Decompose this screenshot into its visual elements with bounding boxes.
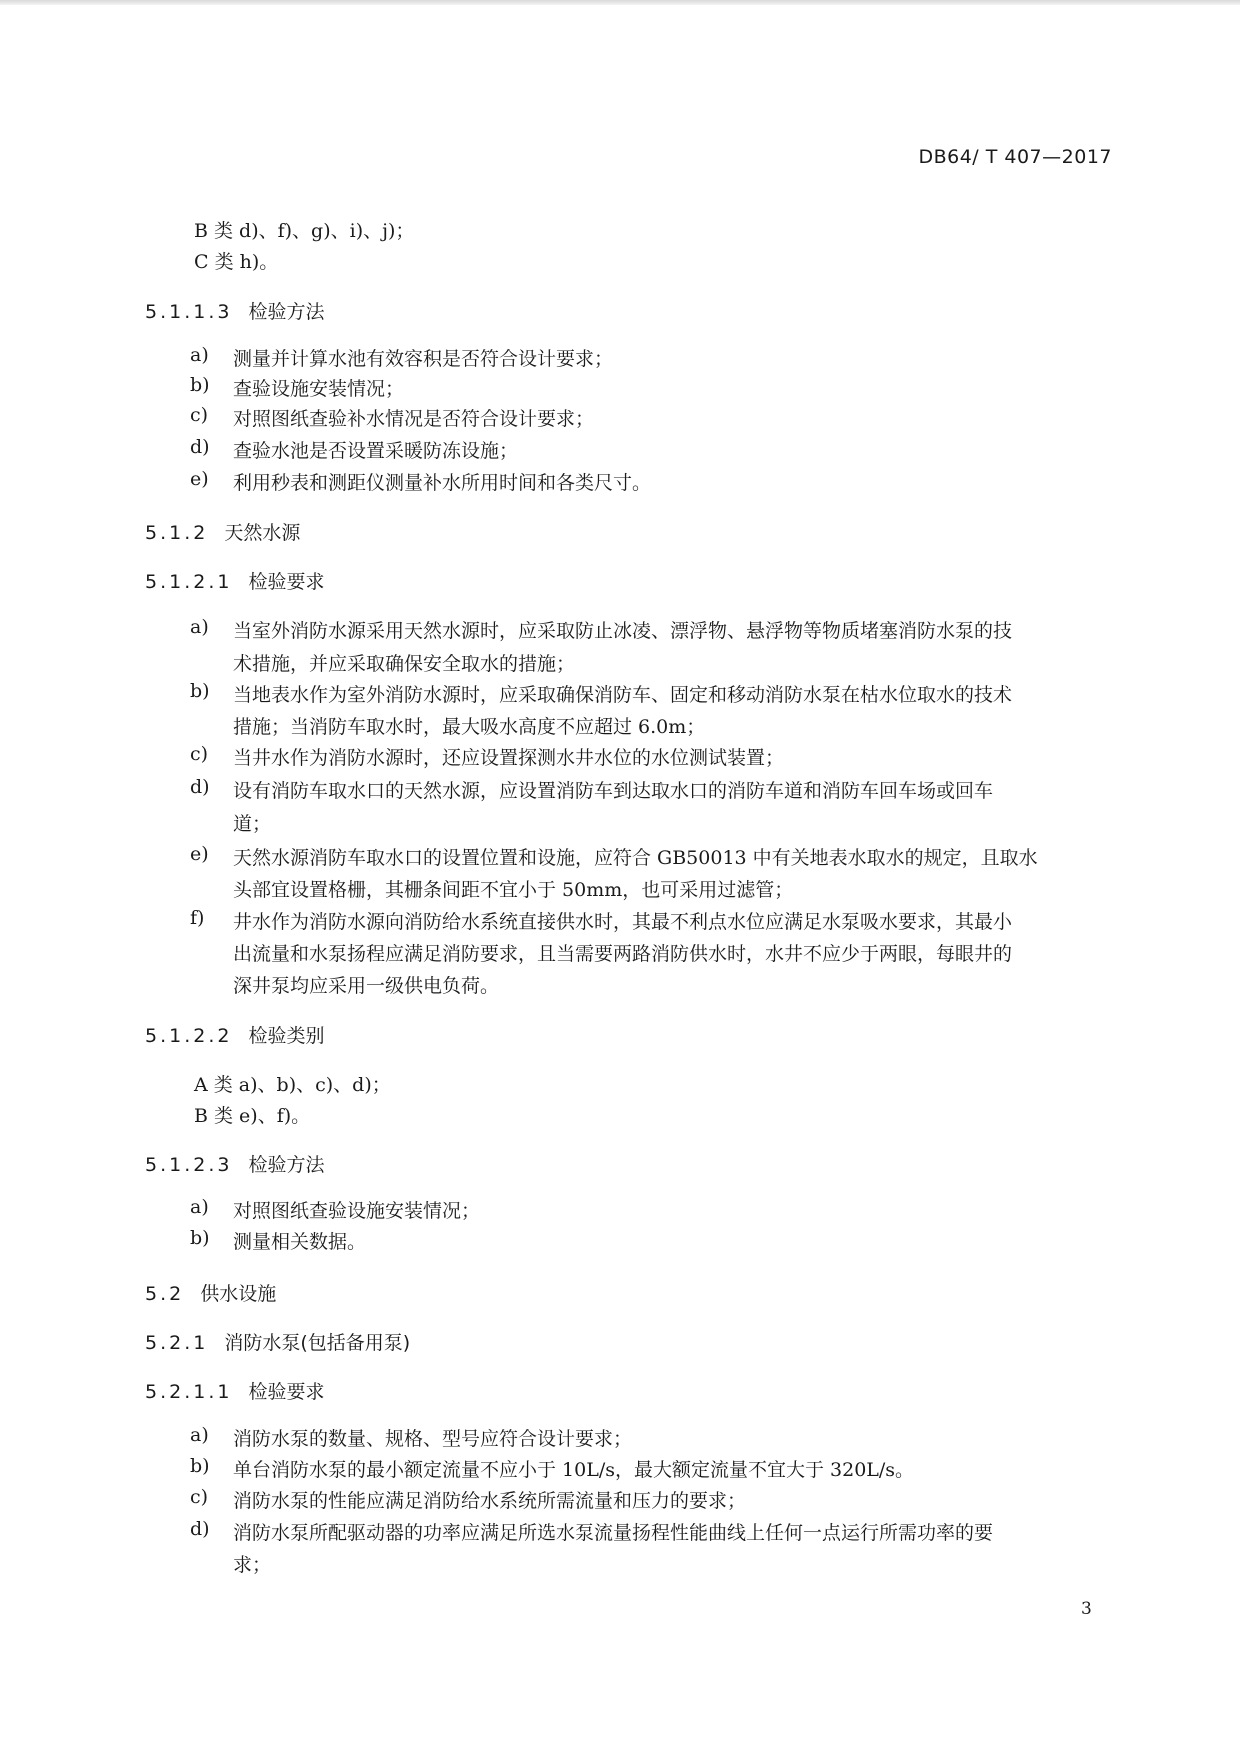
section-heading [145, 1377, 325, 1404]
section-number: 5.2 [145, 1283, 185, 1305]
section-title: 供水设施 [200, 1283, 277, 1305]
section-heading [145, 1021, 325, 1048]
section-title: 检验方法 [248, 1154, 325, 1176]
section-number: 5.1.2.3 [145, 1154, 233, 1176]
section-title: 检验类别 [248, 1025, 325, 1047]
category-line: B 类 d)、f)、g)、i)、j)； [194, 220, 415, 242]
section-heading [145, 1150, 325, 1177]
list-item-text: 设有消防车取水口的天然水源，应设置消防车到达取水口的消防车道和消防车回车场或回车 [233, 780, 994, 802]
section-title: 检验要求 [248, 1381, 325, 1403]
list-item-text: 道； [233, 813, 272, 835]
section-number: 5.2.1.1 [145, 1381, 233, 1403]
document-code: DB64/ T 407—2017 [918, 146, 1112, 168]
list-item-label: b) [190, 1455, 210, 1477]
list-item-label: b) [190, 680, 210, 702]
section-heading [145, 297, 325, 324]
list-item-text: 对照图纸查验补水情况是否符合设计要求； [233, 408, 595, 430]
section-heading [145, 567, 325, 594]
list-item-label: c) [190, 404, 209, 426]
list-item-text: 查验设施安装情况； [233, 378, 405, 400]
list-item-text: 测量并计算水池有效容积是否符合设计要求； [233, 348, 614, 370]
list-item-text: 消防水泵所配驱动器的功率应满足所选水泵流量扬程性能曲线上任何一点运行所需功率的要 [233, 1522, 994, 1544]
category-line: C 类 h)。 [194, 251, 279, 273]
section-number: 5.2.1 [145, 1332, 209, 1354]
list-item-label: d) [190, 776, 210, 798]
section-title: 检验要求 [248, 571, 325, 593]
list-item-label: b) [190, 1227, 210, 1249]
list-item-text: 单台消防水泵的最小额定流量不应小于 10L/s，最大额定流量不宜大于 320L/s。 [233, 1459, 915, 1481]
list-item-text: 深井泵均应采用一级供电负荷。 [233, 975, 500, 997]
list-item-label: d) [190, 1518, 210, 1540]
list-item-text: 求； [233, 1554, 272, 1576]
section-number: 5.1.2.1 [145, 571, 233, 593]
list-item-text: 测量相关数据。 [233, 1231, 367, 1253]
category-line: A 类 a)、b)、c)、d)； [194, 1074, 391, 1096]
section-title: 消防水泵(包括备用泵) [224, 1332, 411, 1354]
list-item-text: 措施；当消防车取水时，最大吸水高度不应超过 6.0m； [233, 716, 706, 738]
list-item-text: 天然水源消防车取水口的设置位置和设施，应符合 GB50013 中有关地表水取水的规定，且取水 [233, 847, 1038, 869]
list-item-label: f) [190, 907, 205, 929]
list-item-text: 井水作为消防水源向消防给水系统直接供水时，其最不利点水位应满足水泵吸水要求，其最小 [233, 911, 1013, 933]
list-item-text: 当井水作为消防水源时，还应设置探测水井水位的水位测试装置； [233, 747, 785, 769]
list-item-text: 利用秒表和测距仪测量补水所用时间和各类尺寸。 [233, 472, 652, 494]
page-number: 3 [1081, 1599, 1092, 1619]
list-item-text: 查验水池是否设置采暖防冻设施； [233, 440, 519, 462]
section-heading [145, 1279, 276, 1306]
list-item-text: 当室外消防水源采用天然水源时，应采取防止冰凌、漂浮物、悬浮物等物质堵塞消防水泵的技 [233, 620, 1013, 642]
list-item-label: d) [190, 436, 210, 458]
list-item-text: 术措施，并应采取确保安全取水的措施； [233, 653, 576, 675]
list-item-text: 头部宜设置格栅，其栅条间距不宜小于 50mm，也可采用过滤管； [233, 879, 794, 901]
list-item-label: c) [190, 1486, 209, 1508]
list-item-label: a) [190, 1424, 209, 1446]
category-line: B 类 e)、f)。 [194, 1105, 311, 1127]
section-heading [145, 1328, 410, 1355]
scan-edge [0, 0, 1240, 5]
section-number: 5.1.2.2 [145, 1025, 233, 1047]
section-number: 5.1.2 [145, 522, 209, 544]
list-item-label: c) [190, 743, 209, 765]
list-item-text: 当地表水作为室外消防水源时，应采取确保消防车、固定和移动消防水泵在枯水位取水的技术 [233, 684, 1013, 706]
section-heading [145, 518, 300, 545]
list-item-text: 消防水泵的数量、规格、型号应符合设计要求； [233, 1428, 633, 1450]
section-title: 天然水源 [224, 522, 301, 544]
list-item-label: a) [190, 1196, 209, 1218]
list-item-label: a) [190, 344, 209, 366]
list-item-text: 对照图纸查验设施安装情况； [233, 1200, 481, 1222]
list-item-label: e) [190, 843, 209, 865]
section-number: 5.1.1.3 [145, 301, 233, 323]
list-item-text: 出流量和水泵扬程应满足消防要求，且当需要两路消防供水时，水井不应少于两眼，每眼井的 [233, 943, 1013, 965]
list-item-text: 消防水泵的性能应满足消防给水系统所需流量和压力的要求； [233, 1490, 747, 1512]
list-item-label: b) [190, 374, 210, 396]
list-item-label: a) [190, 616, 209, 638]
section-title: 检验方法 [248, 301, 325, 323]
list-item-label: e) [190, 468, 209, 490]
